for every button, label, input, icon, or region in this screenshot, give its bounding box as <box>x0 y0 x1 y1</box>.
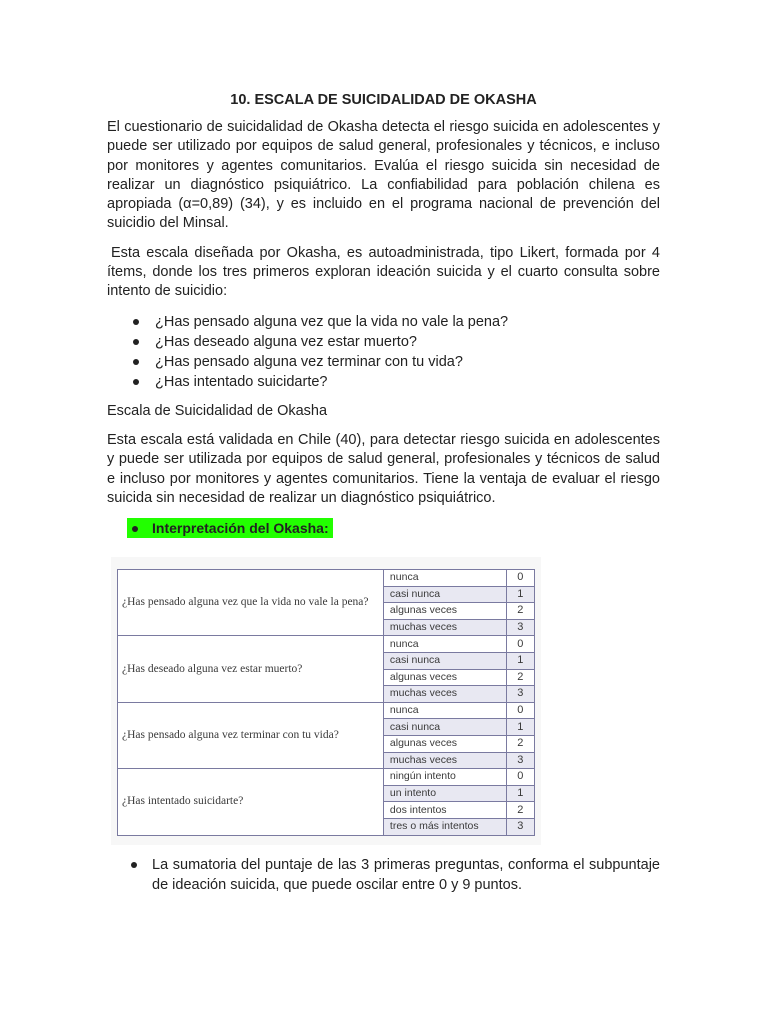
page-title: 10. ESCALA DE SUICIDALIDAD DE OKASHA <box>230 92 537 108</box>
option-cell: muchas veces <box>383 752 506 769</box>
score-cell: 1 <box>506 785 534 802</box>
list-item: ¿Has intentado suicidarte? <box>107 372 660 392</box>
table-row <box>118 769 535 786</box>
description-paragraph: Esta escala diseñada por Okasha, es autoadministrada, tipo Likert, formada por 4 ítems, donde los tres primeros exploran ideación suicida y el cuarto consulta sobre intento de suicidio: <box>107 244 660 300</box>
option-cell: un intento <box>383 785 506 802</box>
score-cell: 0 <box>506 702 534 719</box>
summary-section <box>107 855 660 895</box>
okasha-table-image <box>111 557 541 845</box>
interpretation-heading <box>107 518 660 540</box>
question-cell: ¿Has intentado suicidarte? <box>118 769 384 835</box>
option-cell: casi nunca <box>383 586 506 603</box>
list-item: ¿Has pensado alguna vez terminar con tu vida? <box>107 352 660 372</box>
intro-paragraph: El cuestionario de suicidalidad de Okasha detecta el riesgo suicida en adolescentes y puede ser utilizado por equipos de salud general, profesionales y técnicos, e incluso por monitores y agentes comunitarios. Evalúa el riesgo suicida sin necesidad de realizar un diagnóstico psiquiátrico. La confiabilidad para población chilena es apropiada (α=0,89) (34), y es incluido en el programa nacional de prevención del suicidio del Minsal. <box>107 119 660 232</box>
score-cell: 3 <box>506 619 534 636</box>
question-cell: ¿Has pensado alguna vez terminar con tu vida? <box>118 702 384 768</box>
option-cell: nunca <box>383 570 506 587</box>
bullet-icon <box>131 862 137 868</box>
score-cell: 1 <box>506 652 534 669</box>
document-body <box>107 90 660 540</box>
score-cell: 3 <box>506 686 534 703</box>
option-cell: muchas veces <box>383 686 506 703</box>
option-cell: nunca <box>383 636 506 653</box>
list-item: ¿Has deseado alguna vez estar muerto? <box>107 332 660 352</box>
okasha-table <box>117 569 535 836</box>
score-cell: 0 <box>506 636 534 653</box>
option-cell: ningún intento <box>383 769 506 786</box>
score-cell: 1 <box>506 586 534 603</box>
option-cell: tres o más intentos <box>383 818 506 835</box>
score-cell: 1 <box>506 719 534 736</box>
score-cell: 0 <box>506 570 534 587</box>
score-cell: 0 <box>506 769 534 786</box>
option-cell: algunas veces <box>383 669 506 686</box>
scale-label: Escala de Suicidalidad de Okasha <box>107 402 328 419</box>
summary-text: La sumatoria del puntaje de las 3 primeras preguntas, conforma el subpuntaje de ideación suicida, que puede oscilar entre 0 y 9 puntos. <box>152 857 660 893</box>
score-cell: 2 <box>506 735 534 752</box>
table-row <box>118 570 535 587</box>
table-row <box>118 636 535 653</box>
bullet-icon <box>133 319 139 325</box>
question-cell: ¿Has deseado alguna vez estar muerto? <box>118 636 384 702</box>
option-cell: dos intentos <box>383 802 506 819</box>
option-cell: casi nunca <box>383 652 506 669</box>
list-item <box>107 855 660 895</box>
bullet-icon <box>133 339 139 345</box>
list-item: ¿Has pensado alguna vez que la vida no vale la pena? <box>107 312 660 332</box>
score-cell: 3 <box>506 752 534 769</box>
question-cell: ¿Has pensado alguna vez que la vida no vale la pena? <box>118 570 384 636</box>
score-cell: 2 <box>506 603 534 620</box>
validation-paragraph: Esta escala está validada en Chile (40), para detectar riesgo suicida en adolescentes y puede ser utilizada por equipos de salud general, profesionales y técnicos de salud e incluso por monitores y agentes comunitarios. Tiene la ventaja de evaluar el riesgo suicida sin necesidad de realizar un diagnóstico psiquiátrico. <box>107 431 660 506</box>
option-cell: algunas veces <box>383 735 506 752</box>
option-cell: casi nunca <box>383 719 506 736</box>
score-cell: 2 <box>506 669 534 686</box>
option-cell: muchas veces <box>383 619 506 636</box>
table-row <box>118 702 535 719</box>
option-cell: algunas veces <box>383 603 506 620</box>
score-cell: 2 <box>506 802 534 819</box>
highlighted-heading: Interpretación del Okasha: <box>127 518 333 538</box>
bullet-icon <box>133 359 139 365</box>
question-list <box>107 312 660 392</box>
bullet-icon <box>133 379 139 385</box>
option-cell: nunca <box>383 702 506 719</box>
score-cell: 3 <box>506 818 534 835</box>
